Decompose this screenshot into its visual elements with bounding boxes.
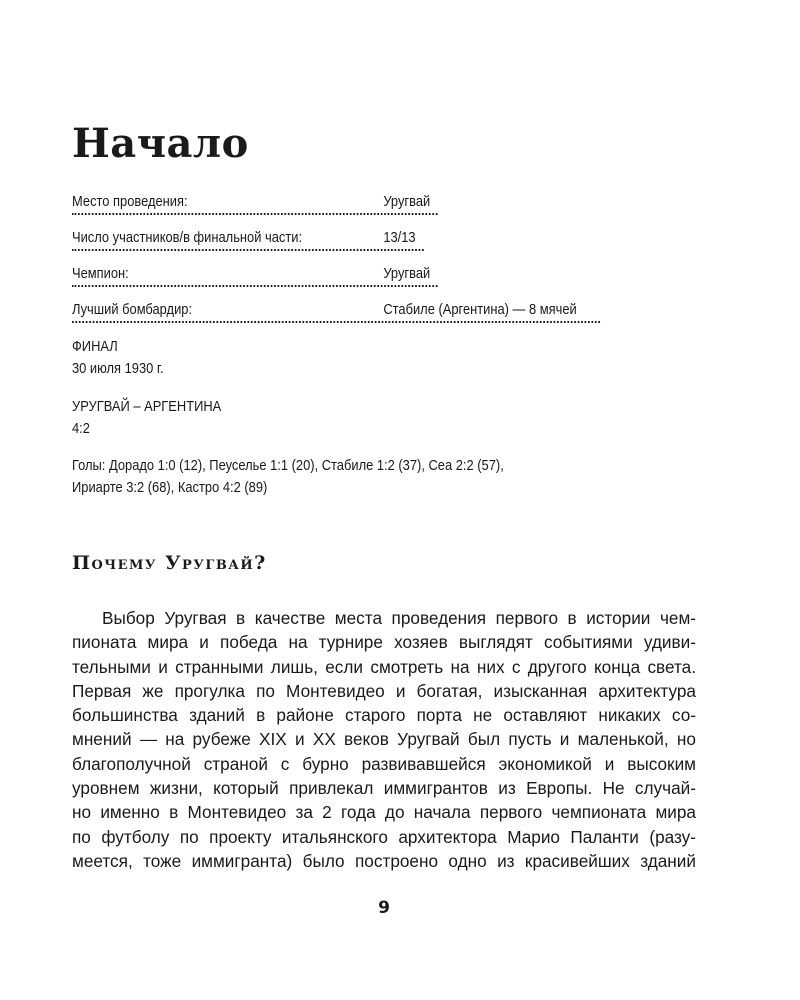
body-line: благополучной страной с бурно развивавшейся экономикой и высоким <box>72 753 696 774</box>
page-title: Начало <box>72 120 249 167</box>
final-teams: УРУГВАЙ – АРГЕНТИНА <box>72 398 222 415</box>
section-title: Почему Уругвай? <box>72 552 267 574</box>
final-goals-line-2: Ириарте 3:2 (68), Кастро 4:2 (89) <box>72 479 268 496</box>
fact-label: Лучший бомбардир: <box>72 301 193 318</box>
fact-row-venue <box>72 190 605 226</box>
fact-label: Число участников/в финальной части: <box>72 229 303 246</box>
final-score: 4:2 <box>72 420 90 437</box>
fact-value: 13/13 <box>383 229 416 246</box>
body-line: пионата мира и победа на турнире хозяев выглядят событиями удиви- <box>72 632 696 653</box>
body-line: большинства зданий в районе старого порта не оставляют никаких со- <box>72 705 696 726</box>
page-number: 9 <box>378 898 390 918</box>
dotted-leader <box>72 213 438 215</box>
body-line: Первая же прогулка по Монтевидео и богатая, изысканная архитектура <box>72 680 696 701</box>
final-heading: ФИНАЛ <box>72 338 118 355</box>
final-date: 30 июля 1930 г. <box>72 360 164 377</box>
tournament-facts <box>72 190 605 334</box>
fact-row-champion <box>72 262 605 298</box>
fact-row-top-scorer <box>72 298 605 334</box>
fact-value: Уругвай <box>383 265 431 282</box>
body-line: меется, тоже иммигранта) было построено одно из красивейших зданий <box>72 850 696 871</box>
body-line: уровнем жизни, который привлекал иммигрантов из Европы. Не случай- <box>72 778 696 799</box>
body-line: мнений — на рубеже XIX и XX веков Уругвай был пусть и маленькой, но <box>72 729 696 750</box>
fact-label: Место проведения: <box>72 193 188 210</box>
body-line: по футболу по проекту итальянского архитектора Марио Паланти (разу- <box>72 826 696 847</box>
dotted-leader <box>72 321 600 323</box>
fact-value: Стабиле (Аргентина) — 8 мячей <box>383 301 577 318</box>
dotted-leader <box>72 285 438 287</box>
fact-label: Чемпион: <box>72 265 129 282</box>
final-goals-line-1: Голы: Дорадо 1:0 (12), Пеусельe 1:1 (20), Стабиле 1:2 (37), Сеа 2:2 (57), <box>72 457 504 474</box>
fact-row-participants <box>72 226 605 262</box>
body-line: тельными и странными лишь, если смотреть на них с другого конца света. <box>72 656 696 677</box>
fact-value: Уругвай <box>383 193 431 210</box>
body-line: Выбор Уругвая в качестве места проведения первого в истории чем- <box>102 608 696 628</box>
dotted-leader <box>72 249 424 251</box>
body-line: но именно в Монтевидео за 2 года до начала первого чемпионата мира <box>72 802 696 823</box>
body-paragraph <box>72 606 696 873</box>
